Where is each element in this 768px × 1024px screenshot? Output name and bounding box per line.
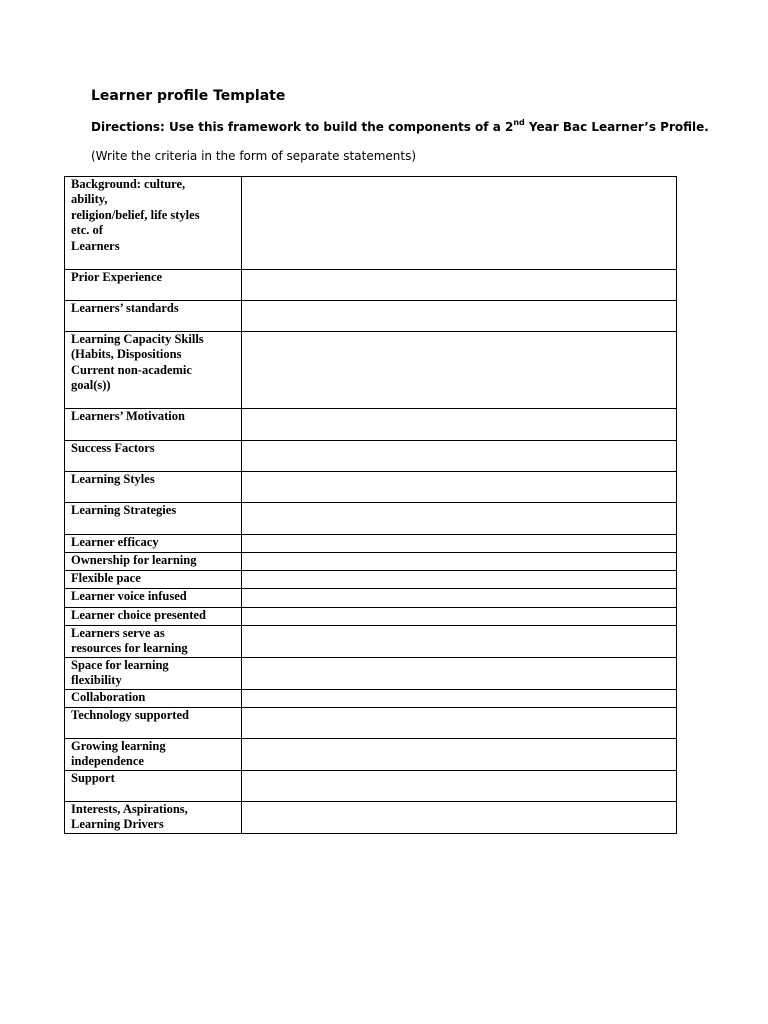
criterion-label-line: etc. of — [71, 223, 103, 238]
response-cell[interactable] — [242, 270, 677, 301]
criterion-label — [65, 589, 242, 608]
criterion-label-line: Success Factors — [71, 441, 155, 455]
criterion-label — [65, 626, 242, 658]
learner-profile-table-body — [65, 177, 677, 834]
table-row — [65, 689, 677, 707]
response-cell[interactable] — [242, 535, 677, 553]
criterion-label-line: independence — [71, 754, 144, 769]
criterion-label-line: Technology supported — [71, 707, 189, 722]
response-cell[interactable] — [242, 589, 677, 608]
criterion-label-line: Prior Experience — [71, 270, 163, 284]
criterion-label-line: Learners — [71, 238, 120, 253]
table-row — [65, 270, 677, 301]
response-cell[interactable] — [242, 553, 677, 571]
criterion-label-line: Interests, Aspirations, — [71, 801, 188, 816]
criterion-label-line: Background: culture, — [71, 177, 186, 191]
document-title: Learner profile Template — [91, 88, 286, 104]
response-cell[interactable] — [242, 689, 677, 707]
response-cell[interactable] — [242, 301, 677, 332]
criterion-label-line: Learners serve as — [71, 626, 165, 640]
response-cell[interactable] — [242, 657, 677, 689]
criterion-label-line: Learner efficacy — [71, 535, 159, 549]
criterion-label — [65, 571, 242, 589]
table-row — [65, 801, 677, 833]
table-row — [65, 409, 677, 441]
table-row — [65, 626, 677, 658]
criterion-label-line: flexibility — [71, 673, 122, 688]
response-cell[interactable] — [242, 332, 677, 409]
response-cell[interactable] — [242, 626, 677, 658]
table-row — [65, 657, 677, 689]
criterion-label — [65, 801, 242, 833]
table-row — [65, 441, 677, 472]
criterion-label-line: resources for learning — [71, 641, 188, 656]
criterion-label — [65, 535, 242, 553]
criterion-label — [65, 608, 242, 626]
table-row — [65, 738, 677, 770]
criterion-label — [65, 409, 242, 441]
criterion-label-line: Space for learning — [71, 657, 169, 672]
table-row — [65, 301, 677, 332]
directions-text-part: Year Bac Learner’s Profile. — [524, 120, 709, 134]
table-row — [65, 589, 677, 608]
criterion-label — [65, 707, 242, 738]
criterion-label-line: Current non-academic — [71, 362, 192, 377]
response-cell[interactable] — [242, 409, 677, 441]
table-row — [65, 571, 677, 589]
response-cell[interactable] — [242, 472, 677, 503]
response-cell[interactable] — [242, 707, 677, 738]
criterion-label-line: Learning Drivers — [71, 817, 164, 832]
response-cell[interactable] — [242, 770, 677, 801]
table-row — [65, 707, 677, 738]
criterion-label-line: Learning Styles — [71, 472, 155, 486]
criterion-label-line: Learning Capacity Skills — [71, 332, 204, 346]
response-cell[interactable] — [242, 801, 677, 833]
directions-superscript: nd — [513, 118, 525, 127]
instruction-note: (Write the criteria in the form of separate statements) — [91, 149, 417, 163]
response-cell[interactable] — [242, 608, 677, 626]
response-cell[interactable] — [242, 571, 677, 589]
table-row — [65, 535, 677, 553]
criterion-label-line: Flexible pace — [71, 571, 141, 585]
criterion-label — [65, 770, 242, 801]
criterion-label-line: goal(s)) — [71, 378, 111, 393]
criterion-label — [65, 689, 242, 707]
response-cell[interactable] — [242, 503, 677, 535]
learner-profile-table — [64, 176, 677, 834]
criterion-label — [65, 553, 242, 571]
criterion-label — [65, 301, 242, 332]
criterion-label — [65, 657, 242, 689]
table-row — [65, 177, 677, 270]
response-cell[interactable] — [242, 738, 677, 770]
directions-text — [91, 119, 709, 134]
criterion-label-line: (Habits, Dispositions — [71, 347, 182, 362]
criterion-label — [65, 177, 242, 270]
table-row — [65, 472, 677, 503]
criterion-label-line: Learners’ Motivation — [71, 409, 185, 423]
criterion-label — [65, 472, 242, 503]
directions-text-part: Directions: Use this framework to build the components of a 2 — [91, 120, 514, 134]
criterion-label — [65, 441, 242, 472]
criterion-label — [65, 503, 242, 535]
criterion-label-line: Learner choice presented — [71, 608, 206, 622]
criterion-label-line: Collaboration — [71, 689, 146, 704]
criterion-label-line: Learning Strategies — [71, 503, 177, 517]
table-row — [65, 553, 677, 571]
criterion-label-line: Growing learning — [71, 738, 166, 753]
criterion-label — [65, 270, 242, 301]
criterion-label-line: Learners’ standards — [71, 301, 179, 315]
table-row — [65, 332, 677, 409]
table-row — [65, 608, 677, 626]
response-cell[interactable] — [242, 441, 677, 472]
criterion-label-line: ability, — [71, 192, 108, 207]
table-row — [65, 503, 677, 535]
criterion-label — [65, 738, 242, 770]
criterion-label-line: Learner voice infused — [71, 589, 187, 603]
table-row — [65, 770, 677, 801]
response-cell[interactable] — [242, 177, 677, 270]
criterion-label-line: Ownership for learning — [71, 553, 197, 567]
criterion-label — [65, 332, 242, 409]
criterion-label-line: Support — [71, 770, 115, 785]
criterion-label-line: religion/belief, life styles — [71, 207, 200, 222]
